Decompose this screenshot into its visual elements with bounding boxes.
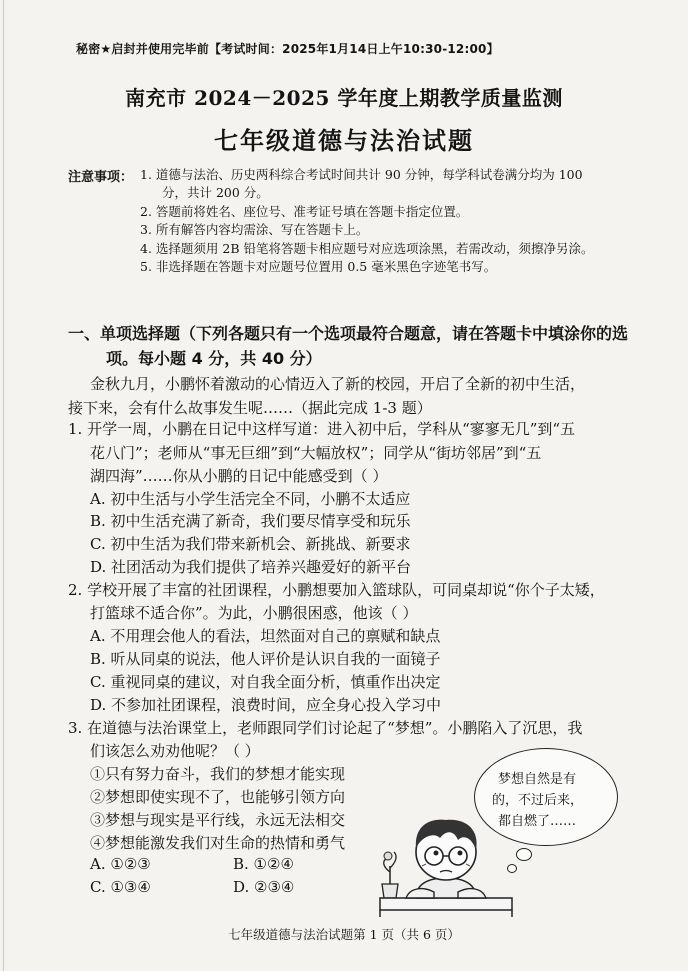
q3-stem-cont: 们该怎么劝劝他呢？（ ） [90,742,260,760]
intro-text-cont: 接下来，会有什么故事发生呢……（据此完成 1-3 题） [68,399,432,417]
q3-option-c: C. ①③④ [90,878,151,896]
exam-subtitle: 七年级道德与法治试题 [214,126,474,155]
q1-option-c: C. 初中生活为我们带来新机会、新挑战、新要求 [90,535,411,553]
q3-statement-3: ③梦想与现实是平行线，永远无法相交 [90,811,346,829]
q2-stem: 2. 学校开展了丰富的社团课程，小鹏想要加入篮球队，可同桌却说“你个子太矮， [68,581,605,599]
q3-option-d: D. ②③④ [233,878,295,896]
notice-item-1: 1. 道德与法治、历史两科综合考试时间共计 90 分钟，每学科试卷满分均为 100 [140,167,583,182]
q1-option-a: A. 初中生活与小学生活完全不同，小鹏不太适应 [90,490,411,508]
q2-option-a: A. 不用理会他人的看法，坦然面对自己的禀赋和缺点 [90,627,441,645]
notice-item-1-cont: 分，共计 200 分。 [162,185,269,200]
q1-stem-cont: 湖四海”……你从小鹏的日记中能感受到（ ） [90,467,388,485]
q1-option-d: D. 社团活动为我们提供了培养兴趣爱好的新平台 [90,558,412,576]
section-heading-cont: 项。每小题 4 分，共 40 分） [106,349,322,368]
notice-item-3: 3. 所有解答内容均需涂、写在答题卡上。 [140,222,369,237]
q3-statement-1: ①只有努力奋斗，我们的梦想才能实现 [90,765,346,783]
q1-stem: 1. 开学一周，小鹏在日记中这样写道：进入初中后，学科从“寥寥无几”到“五 [68,420,576,438]
bubble-text-1: 梦想自然是有 [498,772,577,787]
notice-item-5: 5. 非选择题在答题卡对应题号位置用 0.5 毫米黑色字迹笔书写。 [140,259,497,274]
bubble-dot [516,848,532,861]
notice-item-4: 4. 选择题须用 2B 铅笔将答题卡相应题号对应选项涂黑，若需改动，须擦净另涂。 [140,241,594,256]
q3-stem: 3. 在道德与法治课堂上，老师跟同学们讨论起了“梦想”。小鹏陷入了沉思，我 [68,719,583,737]
boy-thinking-illustration [376,800,516,918]
exam-title: 南充市 2024－2025 学年度上期教学质量监测 [125,86,563,110]
notice-label: 注意事项： [68,170,134,185]
q1-stem-cont: 花八门”；老师从“事无巨细”到“大幅放权”；同学从“街坊邻居”到“五 [90,444,542,462]
section-heading: 一、单项选择题（下列各题只有一个选项最符合题意，请在答题卡中填涂你的选 [68,324,629,343]
q3-option-a: A. ①②③ [90,855,151,873]
bubble-text-3: 都自燃了…… [498,814,577,829]
secret-line: 秘密★启封并使用完毕前【考试时间：2025年1月14日上午10:30-12:00】 [76,42,499,56]
q3-statement-4: ④梦想能激发我们对生命的热情和勇气 [90,834,346,852]
q2-option-d: D. 不参加社团课程，浪费时间，应全身心投入学习中 [90,696,442,714]
q2-stem-cont: 打篮球不适合你”。为此，小鹏很困惑，他该（ ） [90,604,418,622]
q3-statement-2: ②梦想即使实现不了，也能够引领方向 [90,788,346,806]
bubble-text-2: 的，不过后来， [492,793,584,808]
q1-option-b: B. 初中生活充满了新奇，我们要尽情享受和玩乐 [90,512,411,530]
intro-text: 金秋九月，小鹏怀着激动的心情迈入了新的校园，开启了全新的初中生活， [90,375,586,393]
page-footer: 七年级道德与法治试题第 1 页（共 6 页） [228,927,460,942]
q3-option-b: B. ①②④ [233,855,294,873]
q2-option-c: C. 重视同桌的建议，对自我全面分析，慎重作出决定 [90,673,441,691]
notice-item-2: 2. 答题前将姓名、座位号、准考证号填在答题卡指定位置。 [140,204,469,219]
q2-option-b: B. 听从同桌的说法，他人评价是认识自我的一面镜子 [90,650,441,668]
